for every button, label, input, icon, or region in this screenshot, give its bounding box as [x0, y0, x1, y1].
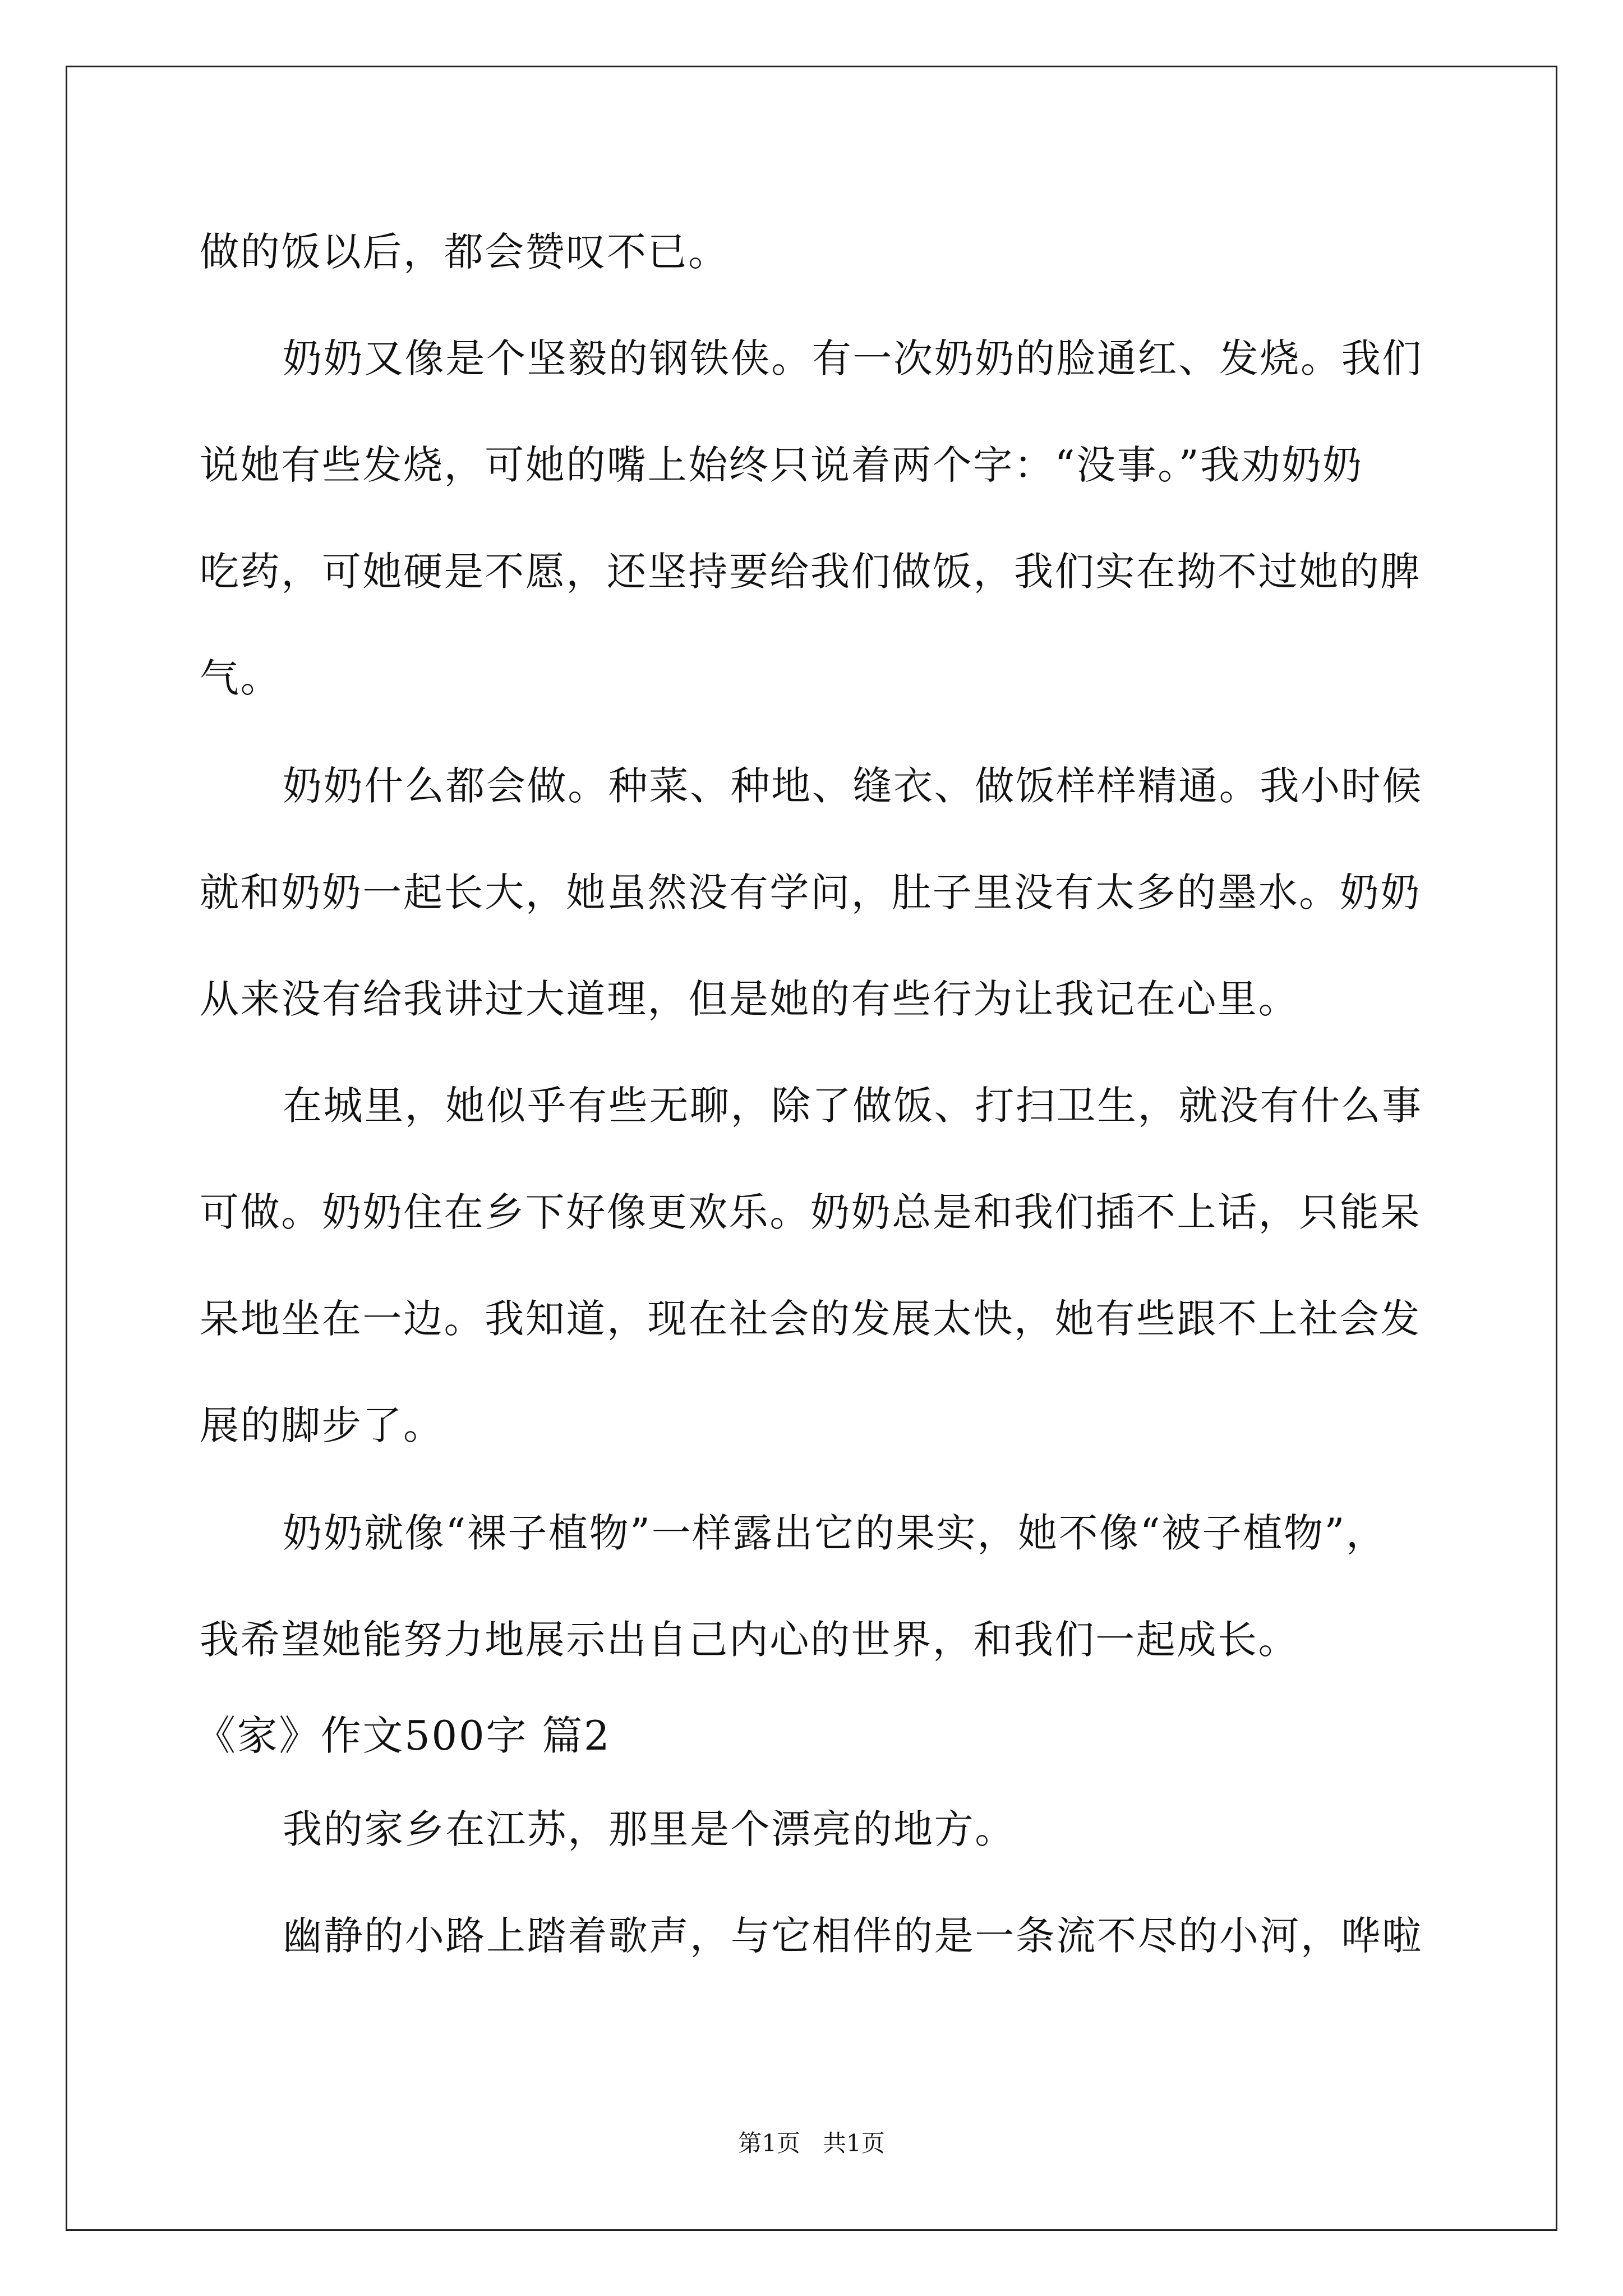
paragraph-line: 展的脚步了。	[200, 1402, 444, 1448]
paragraph-line: 在城里，她似乎有些无聊，除了做饭、打扫卫生，就没有什么事	[283, 1083, 1423, 1129]
paragraph-line: 奶奶就像“裸子植物”一样露出它的果实，她不像“被子植物”，	[283, 1510, 1387, 1556]
paragraph-line: 做的饭以后，都会赞叹不已。	[200, 229, 729, 275]
page-footer: 第1页 共1页	[738, 2129, 885, 2157]
paragraph-line: 奶奶又像是个坚毅的钢铁侠。有一次奶奶的脸通红、发烧。我们	[283, 335, 1423, 381]
paragraph-line: 气。	[200, 655, 282, 701]
paragraph-line: 说她有些发烧，可她的嘴上始终只说着两个字：“没事。”我劝奶奶	[200, 442, 1363, 488]
paragraph-line: 幽静的小路上踏着歌声，与它相伴的是一条流不尽的小河，哗啦	[283, 1913, 1423, 1959]
paragraph-line: 我的家乡在江苏，那里是个漂亮的地方。	[283, 1806, 1016, 1852]
paragraph-line: 呆地坐在一边。我知道，现在社会的发展太快，她有些跟不上社会发	[200, 1296, 1421, 1342]
paragraph-line: 可做。奶奶住在乡下好像更欢乐。奶奶总是和我们插不上话，只能呆	[200, 1189, 1421, 1235]
paragraph-line: 就和奶奶一起长大，她虽然没有学问，肚子里没有太多的墨水。奶奶	[200, 869, 1421, 915]
paragraph-line: 奶奶什么都会做。种菜、种地、缝衣、做饭样样精通。我小时候	[283, 763, 1423, 809]
paragraph-line: 吃药，可她硬是不愿，还坚持要给我们做饭，我们实在拗不过她的脾	[200, 549, 1421, 595]
page-frame	[66, 66, 1557, 2231]
section-heading: 《家》作文500字 篇2	[195, 1712, 611, 1759]
paragraph-line: 我希望她能努力地展示出自己内心的世界，和我们一起成长。	[200, 1617, 1299, 1663]
paragraph-line: 从来没有给我讲过大道理，但是她的有些行为让我记在心里。	[200, 976, 1299, 1022]
